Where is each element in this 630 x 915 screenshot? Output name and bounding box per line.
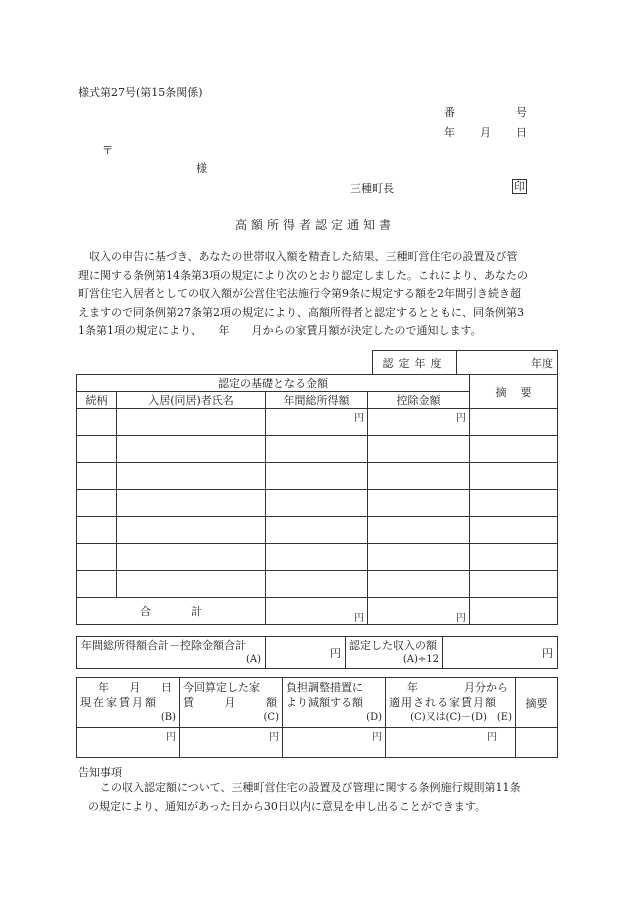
total-income[interactable]: 円 <box>266 598 368 625</box>
recognized-income-label: 認定した収入の額 <box>349 638 437 652</box>
rent-remarks-header: 摘要 <box>516 678 558 728</box>
remarks-cell[interactable] <box>470 490 558 517</box>
table-row <box>77 571 558 598</box>
body-line-4: えますので同条例第27条第2項の規定により、高額所得者と認定するとともに、同条例第3 <box>78 305 524 319</box>
cert-year-label: 認定年度 <box>373 351 457 375</box>
current-rent-value[interactable]: 円 <box>77 728 180 758</box>
income-cell[interactable] <box>266 490 368 517</box>
recognized-income-label-cell <box>346 637 443 669</box>
annual-net-label: 年間総所得額合計－控除金額合計 <box>81 638 246 652</box>
col-name-header: 入居(同居)者氏名 <box>117 392 266 409</box>
table-row <box>77 463 558 490</box>
date-month: 月 <box>480 126 491 139</box>
seal-mark <box>512 179 527 194</box>
reduction-header <box>283 678 386 728</box>
remarks-header: 摘要 <box>470 375 558 409</box>
basis-header: 認定の基礎となる金額 <box>77 375 470 392</box>
deduction-cell[interactable] <box>368 544 470 571</box>
deduction-cell[interactable] <box>368 463 470 490</box>
mark-d: (D) <box>366 712 382 723</box>
cert-year-table <box>372 350 558 375</box>
relation-cell[interactable] <box>77 517 117 544</box>
cert-year-unit: 年度 <box>457 351 558 375</box>
current-rent-header <box>77 678 180 728</box>
total-label: 合計 <box>77 598 266 625</box>
relation-cell[interactable] <box>77 490 117 517</box>
issuer-name: 三種町長 <box>350 182 394 195</box>
remarks-cell[interactable] <box>470 544 558 571</box>
name-cell[interactable] <box>117 490 266 517</box>
rent-table <box>76 677 558 758</box>
rent-remarks-value[interactable] <box>516 728 558 758</box>
name-cell[interactable] <box>117 409 266 436</box>
total-remarks[interactable] <box>470 598 558 625</box>
remarks-cell[interactable] <box>470 409 558 436</box>
applied-rent-label: 適用される家賃月額 <box>389 696 497 709</box>
body-line-2: 理に関する条例第14条第3項の規定により次のとおり認定しました。これにより、あなたの <box>78 268 528 282</box>
number-label-ban: 番 <box>444 106 455 119</box>
col-relation-header: 続柄 <box>77 392 117 409</box>
notice-line-2: の規定により、通知があった日から30日以内に意見を申し出ることができます。 <box>88 800 487 813</box>
col-income-header: 年間総所得額 <box>266 392 368 409</box>
total-row <box>77 598 558 625</box>
cur-month: 月 <box>129 681 141 694</box>
date-day: 日 <box>516 126 527 139</box>
body-line-3: 町営住宅入居者としての収入額が公営住宅法施行令第9条に規定する額を2年間引き続き超 <box>78 287 521 301</box>
table-row <box>77 490 558 517</box>
table-row <box>77 409 558 436</box>
applied-month-from: 月分から <box>464 681 508 694</box>
mark-a: (A) <box>245 653 261 665</box>
recognized-income-value[interactable]: 円 <box>443 637 558 669</box>
remarks-cell[interactable] <box>470 517 558 544</box>
total-deduction[interactable]: 円 <box>368 598 470 625</box>
new-rent-label-1: 今回算定した家 <box>183 681 260 694</box>
income-cell[interactable]: 円 <box>266 409 368 436</box>
annual-net-label-cell <box>77 637 266 669</box>
date-year: 年 <box>444 126 455 139</box>
mark-b: (B) <box>160 712 176 723</box>
relation-cell[interactable] <box>77 463 117 490</box>
table-row <box>77 517 558 544</box>
number-label-go: 号 <box>516 106 527 119</box>
postal-mark: 〒 <box>102 144 113 157</box>
remarks-cell[interactable] <box>470 571 558 598</box>
name-cell[interactable] <box>117 463 266 490</box>
form-number: 様式第27号(第15条関係) <box>78 86 203 99</box>
table-row <box>77 436 558 463</box>
reduction-value[interactable]: 円 <box>283 728 386 758</box>
income-cell[interactable] <box>266 463 368 490</box>
body-line-5: 1条第1項の規定により、 年 月からの家賃月額が決定したので通知します。 <box>78 324 482 338</box>
notice-title: 告知事項 <box>78 766 122 779</box>
deduction-cell[interactable] <box>368 490 470 517</box>
deduction-cell[interactable]: 円 <box>368 409 470 436</box>
notice-line-1: この収入認定額について、三種町営住宅の設置及び管理に関する条例施行規則第11条 <box>100 781 521 794</box>
new-rent-getsu: 月 <box>224 696 236 709</box>
income-cell[interactable] <box>266 517 368 544</box>
income-calc-table <box>76 636 558 669</box>
body-line-1: 収入の申告に基づき、あなたの世帯収入額を精査した結果、三種町営住宅の設置及び管 <box>89 250 518 263</box>
relation-cell[interactable] <box>77 544 117 571</box>
reduction-label-1: 負担調整措置に <box>286 681 363 694</box>
new-rent-header <box>180 678 283 728</box>
cur-day: 日 <box>161 681 172 694</box>
mark-c: (C) <box>263 712 279 723</box>
name-cell[interactable] <box>117 571 266 598</box>
seal-text: 印 <box>514 180 525 193</box>
relation-cell[interactable] <box>77 409 117 436</box>
new-rent-chin: 賃 <box>183 696 194 709</box>
annual-net-value[interactable]: 円 <box>266 637 346 669</box>
mark-a-div-12: (A)÷12 <box>402 653 439 665</box>
deduction-cell[interactable] <box>368 571 470 598</box>
applied-year: 年 <box>407 681 418 694</box>
income-cell[interactable] <box>266 571 368 598</box>
applied-rent-header <box>386 678 516 728</box>
applied-rent-value[interactable]: 円 <box>386 728 516 758</box>
document-title: 高額所得者認定通知書 <box>234 218 395 232</box>
deduction-cell[interactable] <box>368 436 470 463</box>
cur-year: 年 <box>98 681 109 694</box>
notice-body <box>78 778 558 816</box>
current-rent-label: 現在家賃月額 <box>80 696 158 709</box>
deduction-cell[interactable] <box>368 517 470 544</box>
remarks-cell[interactable] <box>470 463 558 490</box>
name-cell[interactable] <box>117 544 266 571</box>
reduction-label-2: より減額する額 <box>286 696 363 709</box>
body-text <box>78 248 558 341</box>
addressee-suffix: 様 <box>196 162 207 175</box>
new-rent-gaku: 額 <box>266 696 277 709</box>
table-row <box>77 544 558 571</box>
name-cell[interactable] <box>117 436 266 463</box>
table-row <box>77 728 558 758</box>
remarks-cell[interactable] <box>470 436 558 463</box>
relation-cell[interactable] <box>77 571 117 598</box>
income-cell[interactable] <box>266 436 368 463</box>
mark-e: (C)又は(C)－(D) (E) <box>410 712 512 723</box>
new-rent-value[interactable]: 円 <box>180 728 283 758</box>
name-cell[interactable] <box>117 517 266 544</box>
relation-cell[interactable] <box>77 436 117 463</box>
col-deduction-header: 控除金額 <box>368 392 470 409</box>
income-cell[interactable] <box>266 544 368 571</box>
income-table <box>76 374 558 625</box>
